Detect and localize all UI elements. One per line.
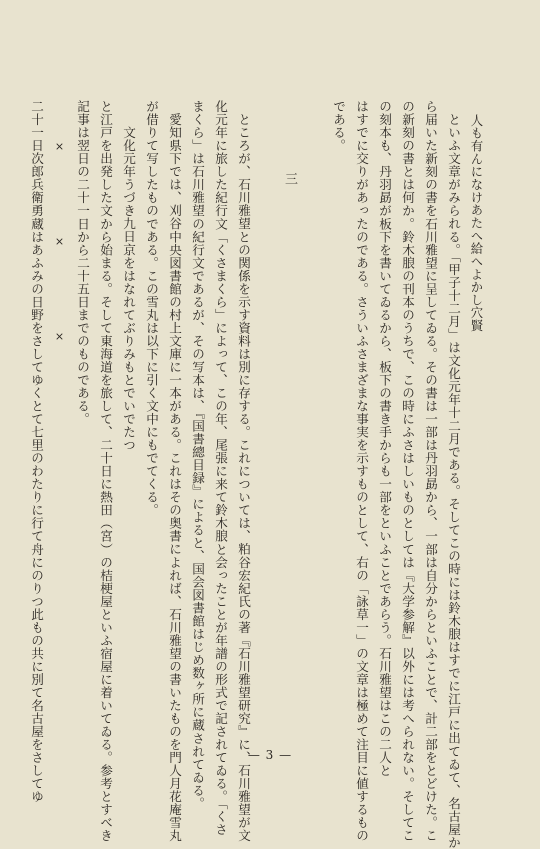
text-column: 化元年に旅した紀行文「くさまくら」によって、この年、尾張に来て鈴木朖と会ったことが年譜の形式で記されてゐる。「くさ — [213, 100, 228, 836]
text-column: が借りて写したものである。この雪丸は以下に引く文中にもでてくる。 — [144, 100, 159, 517]
text-column: 愛知県下では、刈谷中央図書館の村上文庫に一本がある。これはその奥書によれば、石川雅望の書いたものを門人月花庵雪丸 — [167, 113, 182, 843]
text-column: の刻本も、丹羽勗が板下を書いてゐるから、板下の書き手からも一部をといふことであらう。石川雅望はこの二人と — [377, 100, 392, 778]
text-column: の新刻の書とは何か。鈴木朖の刊本のうちで、この時にふさはしいものとしては『大学参解』以外には考へられない。そしてこ — [400, 100, 415, 843]
text-column: まくら」は石川雅望の紀行文であるが、その写本は、『国書總目録』によると、国会図書館はじめ数ヶ所に蔵されてゐる。 — [190, 100, 205, 810]
text-column: 記事は翌日の二十一日から二十五日までのものである。 — [75, 100, 90, 426]
section-heading: 三 — [282, 172, 297, 185]
text-column: 二十一日次郎兵衛勇蔵はあふみの日野をさしてゆくとて七里のわたりに行て舟にのりつ此もの共に別て名古屋をさしてゆ — [29, 100, 44, 804]
quoted-title-line: 文化元年うづき九日京をはなれてぶりみもとでいでたつ — [121, 126, 136, 452]
text-column: はすでに交りがあったのである。さういふさまざまな事実を示すものとして、右の「詠草一」の文章は極めて注目に値するもの — [354, 100, 369, 843]
quoted-verse-line: 人も有んになけあたへ給へよかし穴賢 — [469, 114, 484, 332]
page-body — [29, 100, 484, 849]
text-column: ところが、石川雅望との関係を示す資料は別に存する。これについては、粕谷宏紀氏の著『石川雅望研究』に、石川雅望が文 — [236, 113, 251, 843]
text-column: と江戸を出発した文から始まる。そして東海道を旅して、二十日に熱田（宮）の桔梗屋といふ宿屋に着いてゐる。参考とすべき — [98, 100, 113, 843]
ellipsis-cross-marks: × × × — [53, 140, 66, 363]
text-column: といふ文章がみられる。「甲子十二月」は文化元年十二月である。そしてこの時には鈴木朖はすでに江戸に出てゐて、名古屋か — [446, 113, 461, 849]
page-number: — 3 — — [247, 748, 293, 762]
text-column: ら届いた新刻の書を石川雅望に呈してゐる。その書は一部は丹羽勗から、一部は自分からといふことで、計二部をとどけた。こ — [423, 100, 438, 843]
text-column: である。 — [331, 100, 346, 153]
